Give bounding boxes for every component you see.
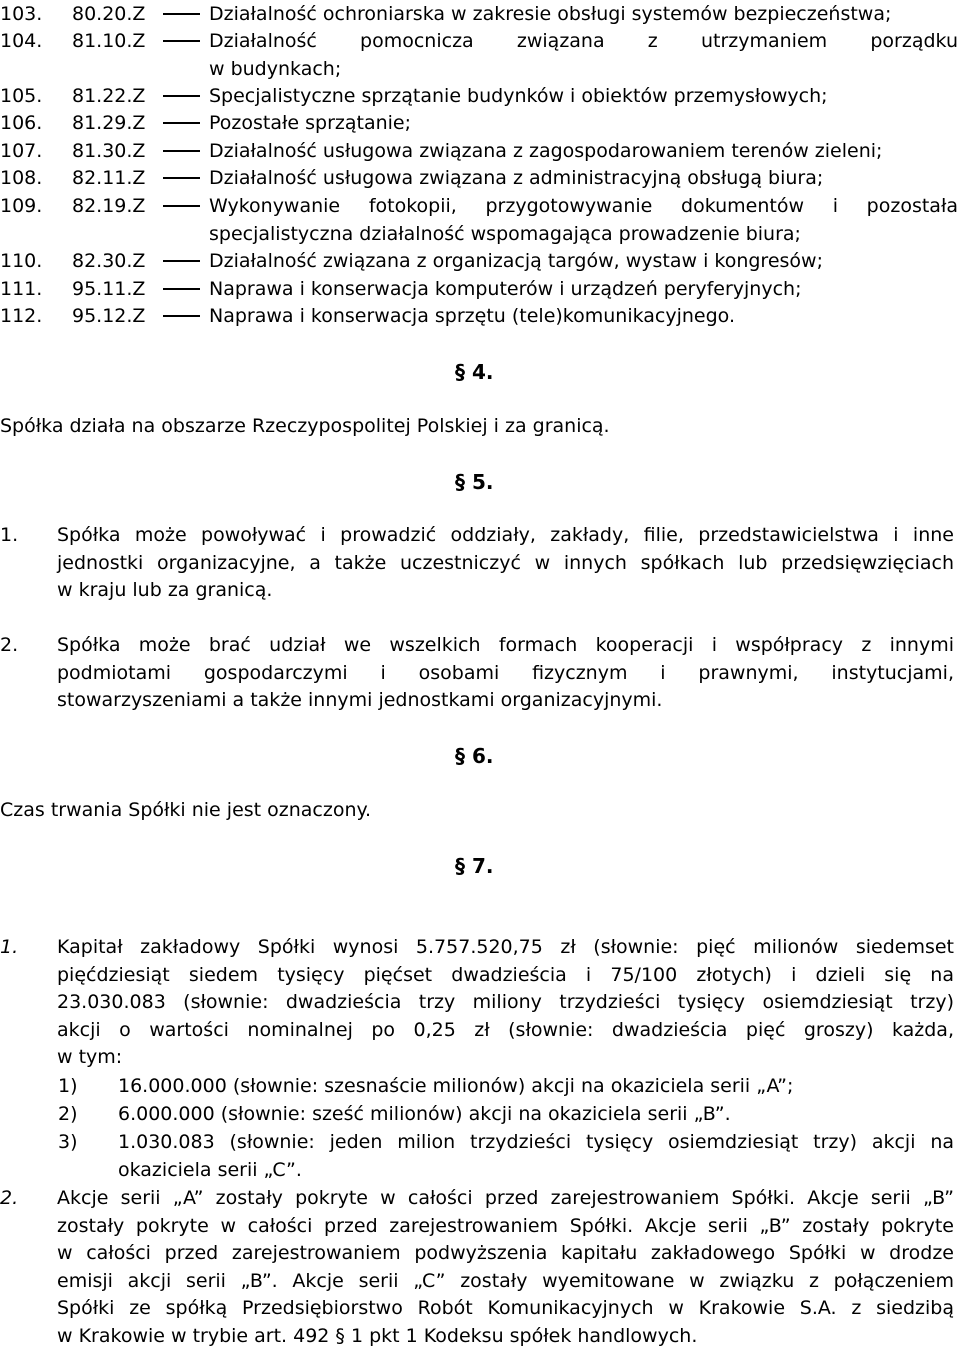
item-number: 112.: [0, 305, 43, 327]
pkd-code: 81.22.Z: [72, 85, 146, 107]
list-item: [0, 247, 958, 275]
pkd-description: Działalność związana z organizacją targów, wystaw i kongresów;: [209, 250, 823, 272]
list-item: [0, 192, 958, 220]
section-4-text: Spółka działa na obszarze Rzeczypospolitej Polskiej i za granicą.: [0, 415, 610, 437]
list-item: [0, 302, 958, 330]
paragraph-7-2: [0, 1185, 954, 1350]
sub-item-number: 1): [58, 1075, 78, 1097]
pkd-description-continued: w budynkach;: [209, 58, 342, 80]
dash: [163, 13, 200, 15]
item-number: 111.: [0, 278, 43, 300]
dash: [163, 40, 200, 42]
pkd-description: Specjalistyczne sprzątanie budynków i obiektów przemysłowych;: [209, 85, 828, 107]
paragraph-5-2: [0, 632, 954, 715]
pkd-description: Naprawa i konserwacja sprzętu (tele)komunikacyjnego.: [209, 305, 736, 327]
dash: [163, 315, 200, 317]
paragraph-line: akcji o wartości nominalnej po 0,25 zł (słownie: dwadzieścia pięć groszy) każda,: [57, 1018, 954, 1041]
sub-item-number: 2): [58, 1103, 78, 1125]
dash: [163, 122, 200, 124]
pkd-description: Działalność usługowa związana z zagospodarowaniem terenów zieleni;: [209, 140, 883, 162]
paragraph-7-1: [0, 934, 954, 1072]
paragraph-line: stowarzyszeniami a także innymi jednostkami organizacyjnymi.: [57, 689, 663, 711]
paragraph-line: w Krakowie w trybie art. 492 § 1 pkt 1 Kodeksu spółek handlowych.: [57, 1324, 698, 1347]
item-number: 105.: [0, 85, 43, 107]
paragraph-number: 1.: [0, 524, 19, 546]
dash: [163, 95, 200, 97]
sub-item-line: 16.000.000 (słownie: szesnaście milionów) akcji na okaziciela serii „A”;: [118, 1075, 794, 1097]
paragraph-line: Spółki ze spółką Przedsiębiorstwo Robót Komunikacyjnych w Krakowie S.A. z siedzibą: [57, 1297, 954, 1319]
sub-item-number: 3): [58, 1131, 78, 1153]
pkd-code: 82.11.Z: [72, 167, 146, 189]
pkd-code: 81.29.Z: [72, 112, 146, 134]
item-number: 109.: [0, 195, 43, 217]
pkd-description-continued: specjalistyczna działalność wspomagająca prowadzenie biura;: [209, 223, 801, 245]
sub-list-item: [58, 1101, 954, 1129]
list-item: [0, 27, 958, 55]
list-item: [0, 137, 958, 165]
pkd-description: Wykonywanie fotokopii, przygotowywanie dokumentów i pozostała: [209, 195, 958, 217]
sub-list-item: [58, 1129, 954, 1184]
paragraph-number: 1.: [0, 936, 19, 958]
pkd-code: 95.11.Z: [72, 278, 146, 300]
paragraph-line: 23.030.083 (słownie: dwadzieścia trzy miliony trzydzieści tysięcy osiemdziesiąt trzy): [57, 991, 954, 1013]
paragraph-line: Kapitał zakładowy Spółki wynosi 5.757.520,75 zł (słownie: pięć milionów siedemset: [57, 936, 954, 958]
paragraph-number: 2.: [0, 634, 19, 656]
paragraph-line: Akcje serii „A” zostały pokryte w całości przed zarejestrowaniem Spółki. Akcje serii „B”: [57, 1187, 954, 1209]
pkd-code: 81.30.Z: [72, 140, 146, 162]
pkd-description: Naprawa i konserwacja komputerów i urządzeń peryferyjnych;: [209, 278, 802, 300]
pkd-description: Pozostałe sprzątanie;: [209, 112, 412, 134]
sub-item-line: 6.000.000 (słownie: sześć milionów) akcji na okaziciela serii „B”.: [118, 1103, 731, 1125]
list-item: [0, 82, 958, 110]
dash: [163, 260, 200, 262]
sub-list-item: [58, 1073, 954, 1101]
paragraph-number: 2.: [0, 1187, 19, 1209]
paragraph-line: pięćdziesiąt siedem tysięcy pięćset dwadzieścia i 75/100 złotych) i dzieli się na: [57, 963, 954, 986]
section-heading-4: § 4.: [455, 360, 494, 384]
paragraph-line: zostały pokryte w całości przed zarejestrowaniem Spółki. Akcje serii „B” zostały pokryte: [57, 1214, 954, 1237]
paragraph-line: jednostki organizacyjne, a także uczestniczyć w innych spółkach lub przedsięwzięciach: [57, 551, 954, 574]
item-number: 107.: [0, 140, 43, 162]
sub-item-line: okaziciela serii „C”.: [118, 1158, 302, 1181]
sub-item-line: 1.030.083 (słownie: jeden milion trzydzieści tysięcy osiemdziesiąt trzy) akcji na: [118, 1131, 954, 1153]
section-6-text: Czas trwania Spółki nie jest oznaczony.: [0, 799, 372, 821]
list-item: [0, 109, 958, 137]
pkd-description: Działalność pomocnicza związana z utrzymaniem porządku: [209, 30, 958, 52]
paragraph-line: Spółka może powoływać i prowadzić oddziały, zakłady, filie, przedstawicielstwa i inne: [57, 524, 954, 546]
paragraph-line: emisji akcji serii „B”. Akcje serii „C” zostały wyemitowane w związku z połączeniem: [57, 1269, 954, 1292]
dash: [163, 288, 200, 290]
dash: [163, 205, 200, 207]
paragraph-5-1: [0, 522, 954, 605]
item-number: 103.: [0, 3, 43, 25]
item-number: 106.: [0, 112, 43, 134]
pkd-description: Działalność ochroniarska w zakresie obsługi systemów bezpieczeństwa;: [209, 3, 892, 25]
dash: [163, 150, 200, 152]
list-item: [0, 164, 958, 192]
list-item: [0, 275, 958, 303]
section-heading-5: § 5.: [455, 470, 494, 494]
pkd-description: Działalność usługowa związana z administracyjną obsługą biura;: [209, 167, 824, 189]
pkd-code: 81.10.Z: [72, 30, 146, 52]
paragraph-line: podmiotami gospodarczymi i osobami fizycznym i prawnymi, instytucjami,: [57, 661, 954, 684]
pkd-code: 95.12.Z: [72, 305, 146, 327]
paragraph-line: w tym:: [57, 1046, 123, 1068]
dash: [163, 177, 200, 179]
item-number: 104.: [0, 30, 43, 52]
item-number: 108.: [0, 167, 43, 189]
section-heading-7: § 7.: [455, 854, 494, 878]
pkd-code: 82.30.Z: [72, 250, 146, 272]
pkd-code: 80.20.Z: [72, 3, 146, 25]
paragraph-line: w całości przed zarejestrowaniem podwyższenia kapitału zakładowego Spółki w drodze: [57, 1242, 954, 1264]
list-item: [0, 0, 958, 28]
item-number: 110.: [0, 250, 43, 272]
section-heading-6: § 6.: [455, 744, 494, 768]
paragraph-line: Spółka może brać udział we wszelkich formach kooperacji i współpracy z innymi: [57, 634, 954, 656]
pkd-code: 82.19.Z: [72, 195, 146, 217]
paragraph-line: w kraju lub za granicą.: [57, 579, 273, 601]
